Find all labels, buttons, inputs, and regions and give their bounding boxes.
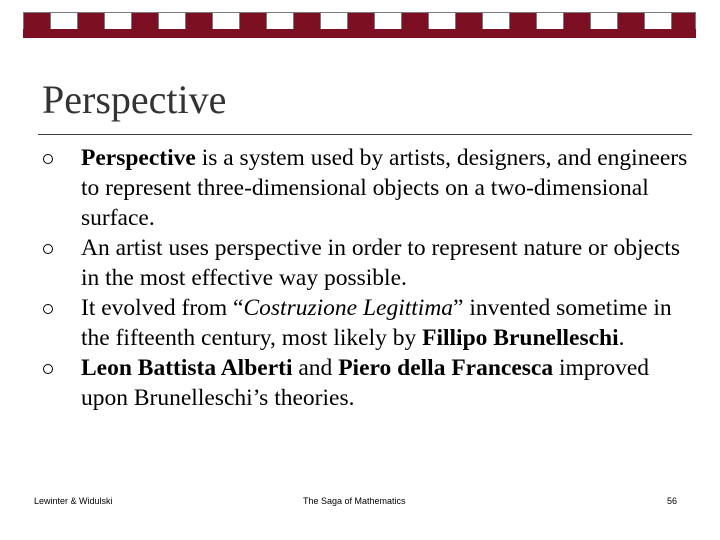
header-decoration-strip (23, 29, 696, 38)
bullet-text-segment: Fillipo Brunelleschi (422, 325, 619, 351)
footer-book-title: The Saga of Mathematics (303, 496, 406, 506)
bullet-text-segment: Piero della Francesca (338, 355, 554, 381)
bullet-text-segment: Leon Battista Alberti (81, 355, 293, 381)
title-divider (38, 134, 692, 135)
bullet-item (40, 353, 690, 413)
bullet-list (40, 143, 690, 413)
bullet-text-segment: . (618, 325, 625, 351)
footer-page-number: 56 (667, 496, 678, 506)
hollow-circle-bullet-icon (43, 244, 53, 254)
slide-title: Perspective (42, 77, 227, 122)
bullet-text-segment: and (292, 355, 339, 381)
bullet-text-segment: is a system used by artists, designers, and engineers to represent three-dimensional objects on a two-dimensional surface. (81, 145, 688, 231)
bullet-text-segment: An artist uses perspective in order to represent nature or objects in the most effective way possible. (81, 235, 681, 291)
hollow-circle-bullet-icon (43, 364, 53, 374)
bullet-text-segment: It evolved from “ (81, 295, 244, 321)
bullet-text-segment: ” invented sometime in the fifteenth century, most likely by (81, 295, 672, 351)
bullet-item (40, 293, 690, 353)
bullet-item (40, 233, 690, 293)
bullet-text-segment: Perspective (81, 145, 196, 171)
bullet-text-segment: Costruzione Legittima (243, 295, 454, 321)
footer-authors: Lewinter & Widulski (34, 496, 113, 506)
hollow-circle-bullet-icon (43, 304, 53, 314)
bullet-text-segment: improved upon Brunelleschi’s theories. (81, 355, 650, 411)
hollow-circle-bullet-icon (43, 154, 53, 164)
bullet-item (40, 143, 690, 233)
